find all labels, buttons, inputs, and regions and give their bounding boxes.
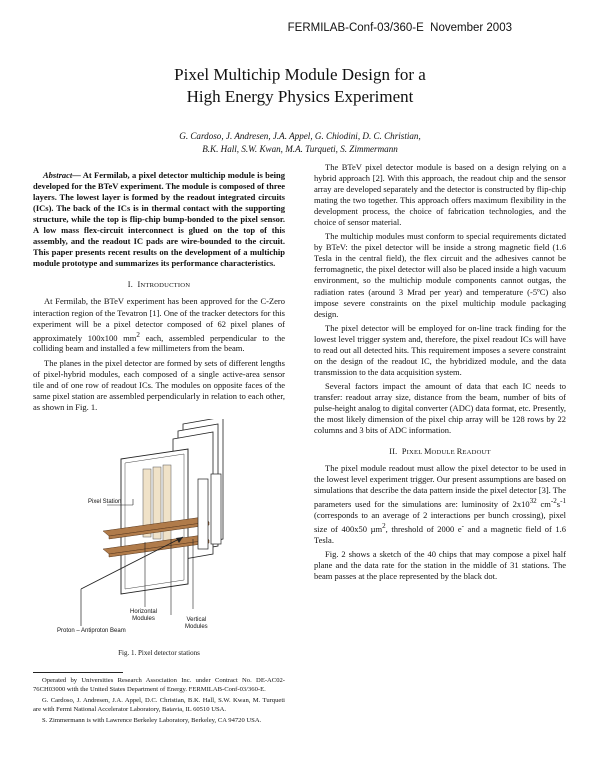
body-paragraph-requirements: The multichip modules must conform to special requirements dictated by BTeV: the pixel detector will be inside a strong magnetic field (1.6 Tesla in the central field), the flex circuit and the adhesives cannot be ferromagnetic, the pixel detector will also be placed inside a high vacuum environment, so the multichip module components cannot outgas, the radiation rates (around 3 Mrad per year) and temperature (-5ºC) also impose severe constraints on the pixel multichip module packaging design. (314, 231, 566, 319)
pixel-station-diagram (33, 419, 285, 649)
title-line-1: Pixel Multichip Module Design for a (174, 65, 426, 84)
intro-paragraph-1: At Fermilab, the BTeV experiment has been approved for the C-Zero interaction region of the Tevatron [1]. One of the tracker detectors for this experiment will be a pixel detector composed of 62 pixel planes of approximately 100x100 $mm^2$ each, assembled perpendicular to the colliding beam and installed a few millimeters from the beam. (33, 296, 285, 354)
body-paragraph-trigger: The pixel detector will be employed for on-line track finding for the lowest level trigger system and, therefore, the pixel readout ICs will have to read out all detected hits. This requirement imposes a severe constraint on the design of the readout IC, the hybridized module, and the data transmission to the data acquisition system. (314, 322, 566, 377)
paper-title (0, 64, 600, 108)
label-beam: Proton – Antiproton Beam (57, 627, 126, 634)
body-paragraph-fig2: Fig. 2 shows a sketch of the 40 chips that may compose a pixel half plane and the data rate for the station in the middle of 31 stations. The beam passes at the place represented by the black dot. (314, 549, 566, 582)
report-date: November 2003 (430, 22, 512, 34)
report-header (288, 22, 512, 34)
footnote-fermilab-affiliation: G. Cardoso, J. Andresen, J.A. Appel, D.C. Christian, B.K. Hall, S.W. Kwan, M. Turqueti are with Fermi National Accelerator Laboratory, Batavia, IL 60510 USA. (33, 697, 285, 713)
figure-1-caption: Fig. 1. Pixel detector stations (118, 648, 200, 657)
label-vertical-modules: Vertical Modules (185, 616, 208, 630)
footnote-rule (33, 672, 123, 673)
title-line-2: High Energy Physics Experiment (186, 87, 414, 106)
section-heading-introduction: I. INTRODUCTION (127, 280, 191, 290)
figure-1 (33, 419, 285, 659)
authors-line-2: B.K. Hall, S.W. Kwan, M.A. Turqueti, S. Zimmermann (202, 144, 398, 154)
support-post-1 (198, 479, 208, 549)
label-horizontal-modules: Horizontal Modules (130, 608, 158, 622)
body-paragraph-data-factors: Several factors impact the amount of data that each IC needs to transfer: readout array size, distance from the beam, number of bits of pulse-height analog to digital converter (ADC) data format, etc. Presently, the most likely dimension of the pixel chip array will be 128 rows by 22 columns and 3 bits of ADC information. (314, 380, 567, 436)
footnote-funding: Operated by Universities Research Association Inc. under Contract No. DE-AC02-76CH03000 with the United States Department of Energy. FERMILAB-Conf-03/360-E. (33, 677, 285, 693)
authors-line-1: G. Cardoso, J. Andresen, J.A. Appel, G. Chiodini, D. C. Christian, (179, 131, 421, 141)
footnote-lbl-affiliation: S. Zimmermann is with Lawrence Berkeley Laboratory, Berkeley, CA 94720 USA. (42, 717, 262, 724)
abstract-lead: Abstract (43, 170, 73, 180)
right-column (314, 162, 566, 585)
footnotes (33, 672, 285, 729)
author-list (0, 130, 600, 156)
body-paragraph-hybrid: The BTeV pixel detector module is based on a design relying on a hybrid approach [2]. With this approach, the readout chip and the sensor array are developed separately and the detector is constructed by flip-chip mating the two together. This approach offers maximum flexibility in the development process, the choice of fabrication technologies, and the choice of sensor material. (314, 162, 566, 228)
intro-paragraph-2: The planes in the pixel detector are formed by sets of different lengths of pixel-hybrid modules, each composed of a single active-area sensor tile and of one row of readout ICs. The modules on opposite faces of the same pixel station are assembled perpendicularly in relation to each other, as shown in Fig. 1. (33, 357, 285, 412)
support-post-2 (211, 474, 221, 544)
abstract-text: — At Fermilab, a pixel detector multichip module is being developed for the BTeV experiment. The module is composed of three layers. The lowest layer is formed by the readout integrated circuits (ICs). The back of the ICs is in thermal contact with the supporting structure, while the top is flip-chip bump-bonded to the pixel sensor. A low mass flex-circuit interconnect is glued on the top of this assembly, and the readout IC pads are wire-bounded to the circuit. This paper presents recent results on the development of a multichip module prototype and summarizes its performance characteristics. (33, 170, 285, 269)
label-pixel-station: Pixel Station (88, 498, 122, 505)
left-column (33, 162, 285, 659)
body-paragraph-simulation: The pixel module readout must allow the pixel detector to be used in the lowest level experiment trigger. Our present assumptions are based on simulations that describe the data pattern inside the pixel detector [3]. The parameters used for the simulations are: luminosity of $2x10^{32}$ $cm^{-2}s^{-1}$ (corresponds to an average of 2 interactions per bunch crossing), pixel size of 400x50 µm$^2$, threshold of 2000 e- and a magnetic field of 1.6 Tesla. (314, 463, 566, 546)
abstract (33, 170, 285, 269)
section-heading-readout: II. PIXEL MODULE READOUT (389, 447, 491, 457)
report-id: FERMILAB-Conf-03/360-E (287, 22, 424, 34)
